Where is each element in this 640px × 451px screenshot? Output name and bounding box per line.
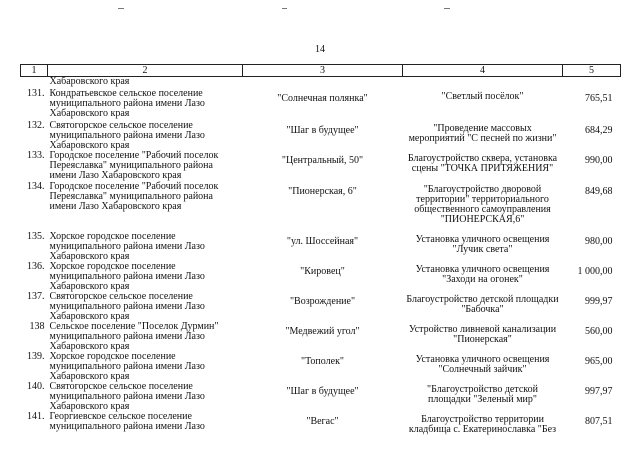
project-name: "ул. Шоссейная" bbox=[286, 235, 359, 247]
column-header: 4 bbox=[403, 65, 563, 77]
row-number: 131. bbox=[27, 87, 45, 99]
table-row bbox=[21, 262, 621, 292]
settlement-name: Хорское городское поселение муниципального района имени Лазо Хабаровского края bbox=[49, 260, 205, 292]
subsidy-amount: 990,00 bbox=[585, 154, 613, 166]
project-name: "Кировец" bbox=[300, 265, 345, 277]
subsidy-amount: 560,00 bbox=[585, 325, 613, 337]
row-number: 132. bbox=[27, 119, 45, 131]
project-direction: Установка уличного освещения "Заходи на огонек" bbox=[415, 263, 550, 285]
table-row bbox=[21, 352, 621, 382]
project-direction: "Благоустройство дворовой территории" территориального общественного самоуправления "ПИОНЕРСКАЯ,6" bbox=[414, 183, 551, 225]
project-name: "Пионерская, 6" bbox=[288, 185, 357, 197]
project-name: "Тополек" bbox=[300, 355, 345, 367]
project-name: "Центральный, 50" bbox=[281, 154, 364, 166]
page-number: 14 bbox=[315, 44, 325, 55]
settlement-name: Георгиевское сельское поселение муниципального района имени Лазо bbox=[49, 410, 205, 432]
subsidy-amount: 807,51 bbox=[585, 415, 613, 427]
settlement-name: Хорское городское поселение муниципального района имени Лазо Хабаровского края bbox=[49, 350, 205, 382]
column-header: 2 bbox=[48, 65, 243, 77]
allocations-table bbox=[20, 64, 621, 442]
project-direction: Установка уличного освещения "Солнечный зайчик" bbox=[415, 353, 550, 375]
project-direction: Благоустройство детской площадки "Бабочка" bbox=[406, 293, 559, 315]
column-header: 5 bbox=[563, 65, 621, 77]
table-row bbox=[21, 382, 621, 412]
subsidy-amount: 965,00 bbox=[585, 355, 613, 367]
project-direction: "Благоустройство детской площадки "Зеленый мир" bbox=[427, 383, 538, 405]
row-number: 136. bbox=[27, 260, 45, 272]
settlement-name: Святогорское сельское поселение муниципального района имени Лазо Хабаровского края bbox=[49, 119, 205, 151]
settlement-name: Городское поселение "Рабочий поселок Переяславка" муниципального района имени Лазо Хабаровского края bbox=[49, 149, 219, 181]
project-direction: Устройство ливневой канализации "Пионерская" bbox=[408, 323, 557, 345]
table-row bbox=[21, 89, 621, 121]
row-number: 140. bbox=[27, 380, 45, 392]
table-row bbox=[21, 412, 621, 442]
scan-mark bbox=[118, 8, 124, 9]
table-row bbox=[21, 121, 621, 151]
subsidy-amount: 980,00 bbox=[585, 235, 613, 247]
settlement-name: Кондратьевское сельское поселение муниципального района имени Лазо Хабаровского края bbox=[49, 87, 205, 119]
project-name: "Возрождение" bbox=[289, 295, 356, 307]
subsidy-amount: 849,68 bbox=[585, 185, 613, 197]
subsidy-amount: 1 000,00 bbox=[577, 265, 613, 277]
table-row bbox=[21, 292, 621, 322]
settlement-name: Святогорское сельское поселение муниципального района имени Лазо Хабаровского края bbox=[49, 290, 205, 322]
project-name: "Вегас" bbox=[306, 415, 339, 427]
subsidy-amount: 765,51 bbox=[585, 92, 613, 104]
project-direction: "Проведение массовых мероприятий "С песней по жизни" bbox=[408, 122, 557, 144]
column-header: 3 bbox=[243, 65, 403, 77]
scan-mark bbox=[444, 8, 450, 9]
project-direction: Благоустройство сквера, установка сцены "ТОЧКА ПРИТЯЖЕНИЯ" bbox=[407, 152, 558, 174]
project-direction: "Светлый посёлок" bbox=[441, 90, 524, 102]
project-name: "Солнечная полянка" bbox=[277, 92, 368, 104]
column-header: 1 bbox=[21, 65, 48, 77]
row-number: 139. bbox=[27, 350, 45, 362]
scan-mark bbox=[282, 8, 287, 9]
table-header-row bbox=[21, 65, 621, 77]
subsidy-amount: 999,97 bbox=[585, 295, 613, 307]
row-number: 133. bbox=[27, 149, 45, 161]
project-name: "Шаг в будущее" bbox=[286, 385, 359, 397]
continuation-row bbox=[21, 77, 621, 89]
project-direction: Установка уличного освещения "Лучик света" bbox=[415, 233, 550, 255]
project-name: "Шаг в будущее" bbox=[286, 124, 359, 136]
settlement-name: Святогорское сельское поселение муниципального района имени Лазо Хабаровского края bbox=[49, 380, 205, 412]
row-number: 138 bbox=[29, 320, 45, 332]
table-row bbox=[21, 182, 621, 232]
subsidy-amount: 997,97 bbox=[585, 385, 613, 397]
row-number: 141. bbox=[27, 410, 45, 422]
row-number: 135. bbox=[27, 230, 45, 242]
row-number: 137. bbox=[27, 290, 45, 302]
table-row bbox=[21, 232, 621, 262]
project-name: "Медвежий угол" bbox=[285, 325, 360, 337]
settlement-name: Городское поселение "Рабочий поселок Переяславка" муниципального района имени Лазо Хабаровского края bbox=[49, 180, 219, 212]
subsidy-amount: 684,29 bbox=[585, 124, 613, 136]
settlement-name: Сельское поселение "Поселок Дурмин" муниципального района имени Лазо Хабаровского края bbox=[49, 320, 219, 352]
settlement-name: Хорское городское поселение муниципального района имени Лазо Хабаровского края bbox=[49, 230, 205, 262]
continuation-text: Хабаровского края bbox=[49, 76, 130, 87]
project-direction: Благоустройство территории кладбища с. Екатеринославка "Без bbox=[408, 413, 557, 435]
row-number: 134. bbox=[27, 180, 45, 192]
table-row bbox=[21, 322, 621, 352]
table-row bbox=[21, 151, 621, 182]
